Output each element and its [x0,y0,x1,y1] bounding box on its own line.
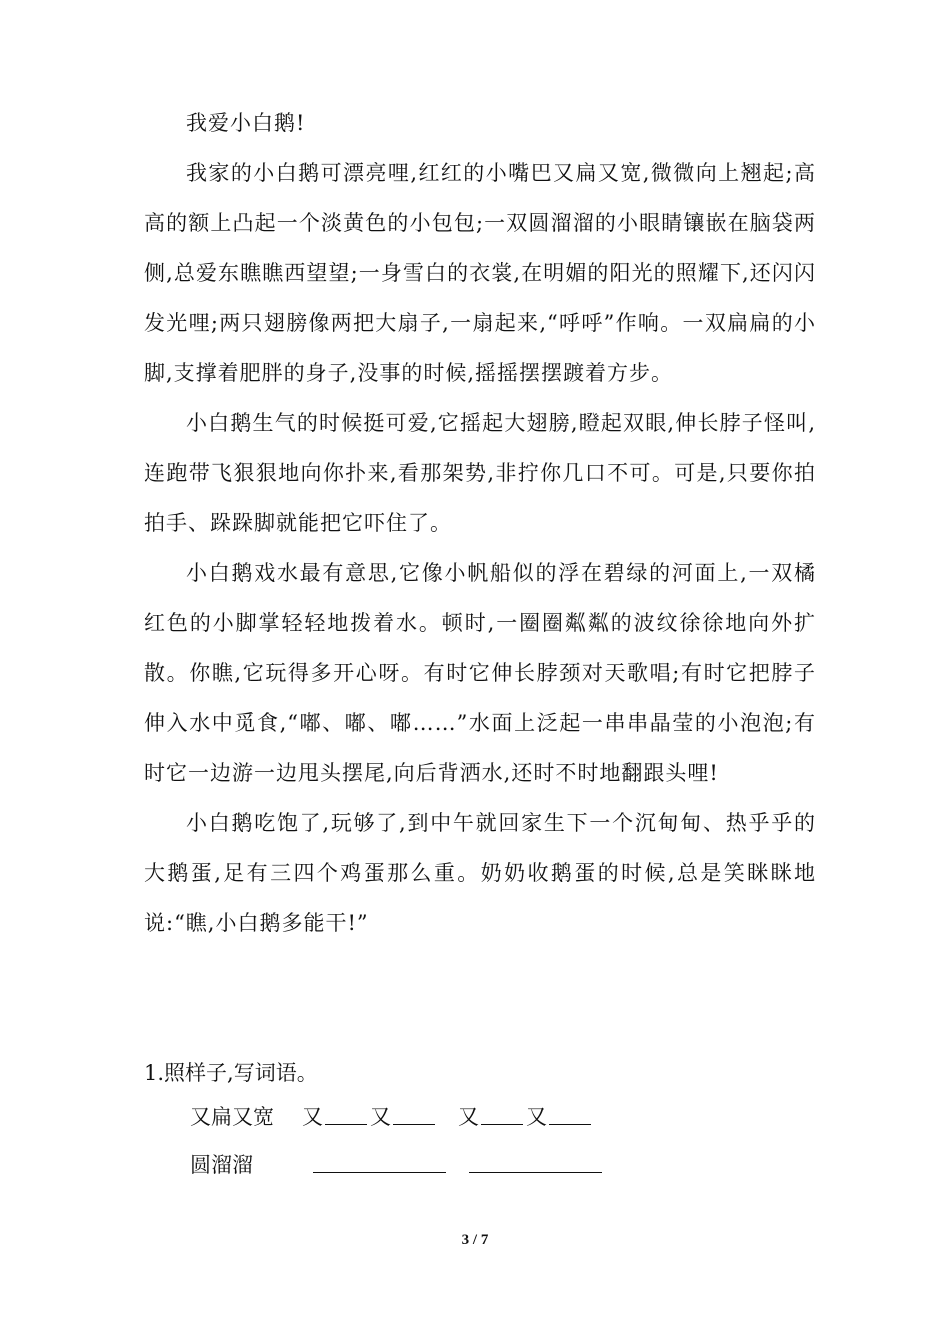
essay-paragraph: 小白鹅戏水最有意思,它像小帆船似的浮在碧绿的河面上,一双橘红色的小脚掌轻轻地拨着水。顿时,一圈圈粼粼的波纹徐徐地向外扩散。你瞧,它玩得多开心呀。有时它伸长脖颈对天歌唱;有时它把脖子伸入水中觅食,“嘟、嘟、嘟……”水面上泛起一串串晶莹的小泡泡;有时它一边游一边甩头摆尾,向后背洒水,还时不时地翻跟头哩! [144,561,816,785]
question-title: 1.照样子,写词语。 [144,1061,318,1085]
answer-blank[interactable] [549,1092,591,1142]
pattern-char: 又 [458,1105,479,1129]
page-number: 3 / 7 [461,1232,489,1248]
answer-blank[interactable] [481,1092,523,1142]
answer-blank[interactable] [469,1140,602,1190]
pattern-char: 又 [526,1105,547,1129]
essay-paragraph: 小白鹅吃饱了,玩够了,到中午就回家生下一个沉甸甸、热乎乎的大鹅蛋,足有三四个鸡蛋那么重。奶奶收鹅蛋的时候,总是笑眯眯地说:“瞧,小白鹅多能干!” [144,811,816,935]
answer-blank[interactable] [393,1092,435,1142]
example-word: 圆溜溜 [190,1153,253,1177]
example-word: 又扁又宽 [190,1105,274,1129]
essay-title: 我爱小白鹅! [186,111,306,135]
answer-blank[interactable] [325,1092,367,1142]
answer-blank[interactable] [313,1140,446,1190]
essay-paragraph: 我家的小白鹅可漂亮哩,红红的小嘴巴又扁又宽,微微向上翘起;高高的额上凸起一个淡黄色的小包包;一双圆溜溜的小眼睛镶嵌在脑袋两侧,总爱东瞧瞧西望望;一身雪白的衣裳,在明媚的阳光的照耀下,还闪闪发光哩;两只翅膀像两把大扇子,一扇起来,“呼呼”作响。一双扁扁的小脚,支撑着肥胖的身子,没事的时候,摇摇摆摆踱着方步。 [144,161,816,385]
pattern-char: 又 [302,1105,323,1129]
essay-paragraph: 小白鹅生气的时候挺可爱,它摇起大翅膀,瞪起双眼,伸长脖子怪叫,连跑带飞狠狠地向你扑来,看那架势,非拧你几口不可。可是,只要你拍拍手、跺跺脚就能把它吓住了。 [144,411,816,535]
pattern-char: 又 [370,1105,391,1129]
essay [144,98,816,948]
